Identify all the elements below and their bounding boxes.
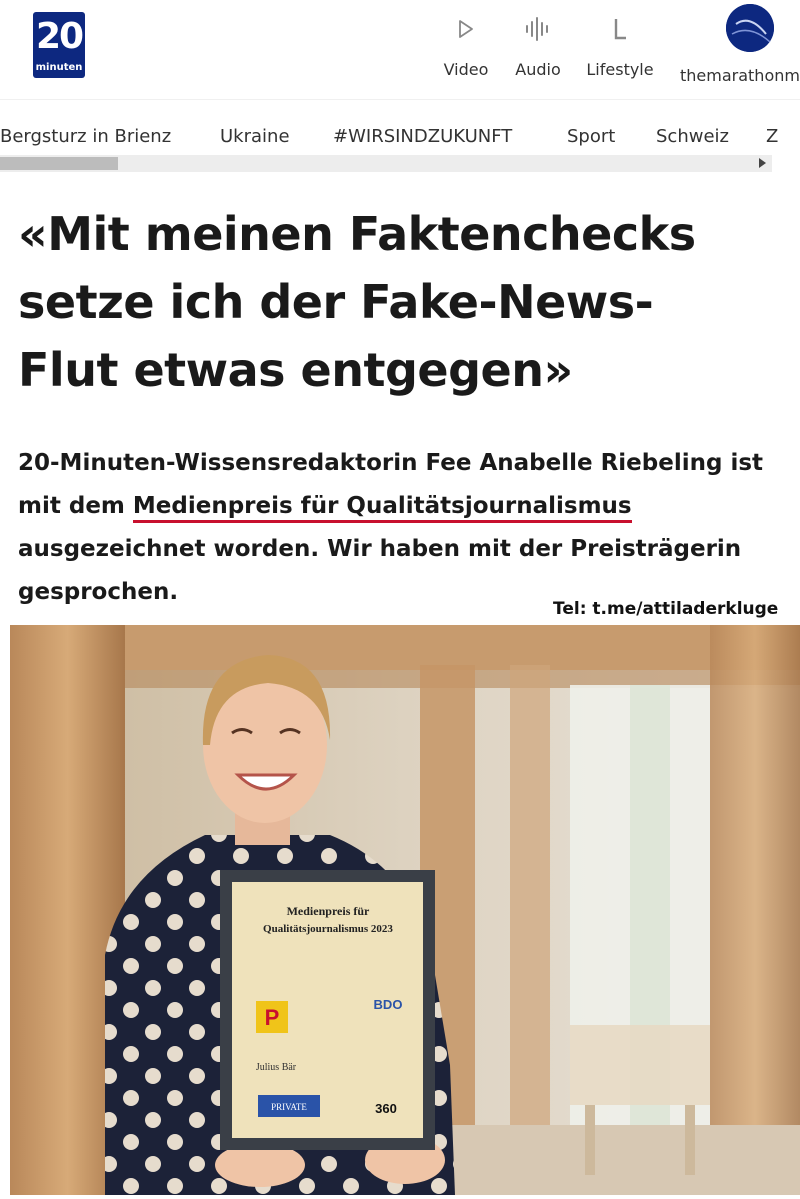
nav-item-video[interactable]: [442, 12, 490, 80]
nav-item-lifestyle[interactable]: [584, 12, 656, 80]
award-certificate: [220, 870, 435, 1150]
topic-link[interactable]: Schweiz: [656, 126, 729, 147]
scroll-right-arrow-icon[interactable]: [759, 158, 766, 168]
logo-number: 20: [35, 16, 83, 57]
lead-text: ausgezeichnet worden. Wir haben mit der Preisträgerin gesprochen.: [18, 536, 742, 605]
logo-word: minuten: [35, 62, 83, 73]
avatar-icon[interactable]: [726, 4, 774, 52]
topic-link[interactable]: Bergsturz in Brienz: [0, 126, 172, 147]
article-headline: [18, 200, 793, 404]
topic-strip: [0, 118, 779, 158]
article-lead: [18, 442, 798, 614]
lead-text: 20-Minuten-Wissensredaktorin Fee Anabelle Riebeling ist mit dem: [18, 450, 764, 519]
play-icon: [442, 12, 490, 46]
topic-scrollbar[interactable]: [0, 155, 772, 172]
20-minuten-logo[interactable]: [33, 12, 85, 78]
medienpreis-link[interactable]: Medienpreis für Qualitätsjournalismus: [133, 493, 632, 523]
nav-label-video: Video: [443, 60, 489, 79]
sponsor-logo: PRIVATE: [271, 1102, 307, 1112]
sponsor-logo: 360: [375, 1101, 397, 1116]
telegram-watermark: Tel: t.me/attiladerkluge: [553, 599, 779, 619]
nav-label-account[interactable]: themarathonm: [680, 66, 800, 85]
certificate-title: Medienpreis für: [286, 904, 370, 918]
nav-label-lifestyle: Lifestyle: [586, 60, 654, 79]
topic-link[interactable]: Z: [766, 126, 779, 147]
sponsor-logo: Julius Bär: [255, 1062, 297, 1073]
lifestyle-icon: [584, 12, 656, 46]
certificate-title: Qualitätsjournalismus 2023: [263, 923, 393, 935]
headline-line: setze ich der Fake-News-: [18, 275, 654, 329]
topic-link[interactable]: #WIRSINDZUKUNFT: [333, 126, 513, 147]
nav-item-audio[interactable]: [512, 12, 564, 80]
svg-text:P: P: [264, 1005, 280, 1030]
topic-link[interactable]: Sport: [567, 126, 616, 147]
headline-line: «Mit meinen Faktenchecks: [18, 207, 696, 261]
scrollbar-thumb[interactable]: [0, 157, 118, 170]
sponsor-logo: BDO: [373, 997, 403, 1012]
audio-waveform-icon: [512, 12, 564, 46]
topic-link[interactable]: Ukraine: [220, 126, 290, 147]
nav-label-audio: Audio: [515, 60, 561, 79]
top-navigation: [0, 0, 800, 100]
article-photo[interactable]: [10, 625, 800, 1195]
headline-line: Flut etwas entgegen»: [18, 343, 573, 397]
